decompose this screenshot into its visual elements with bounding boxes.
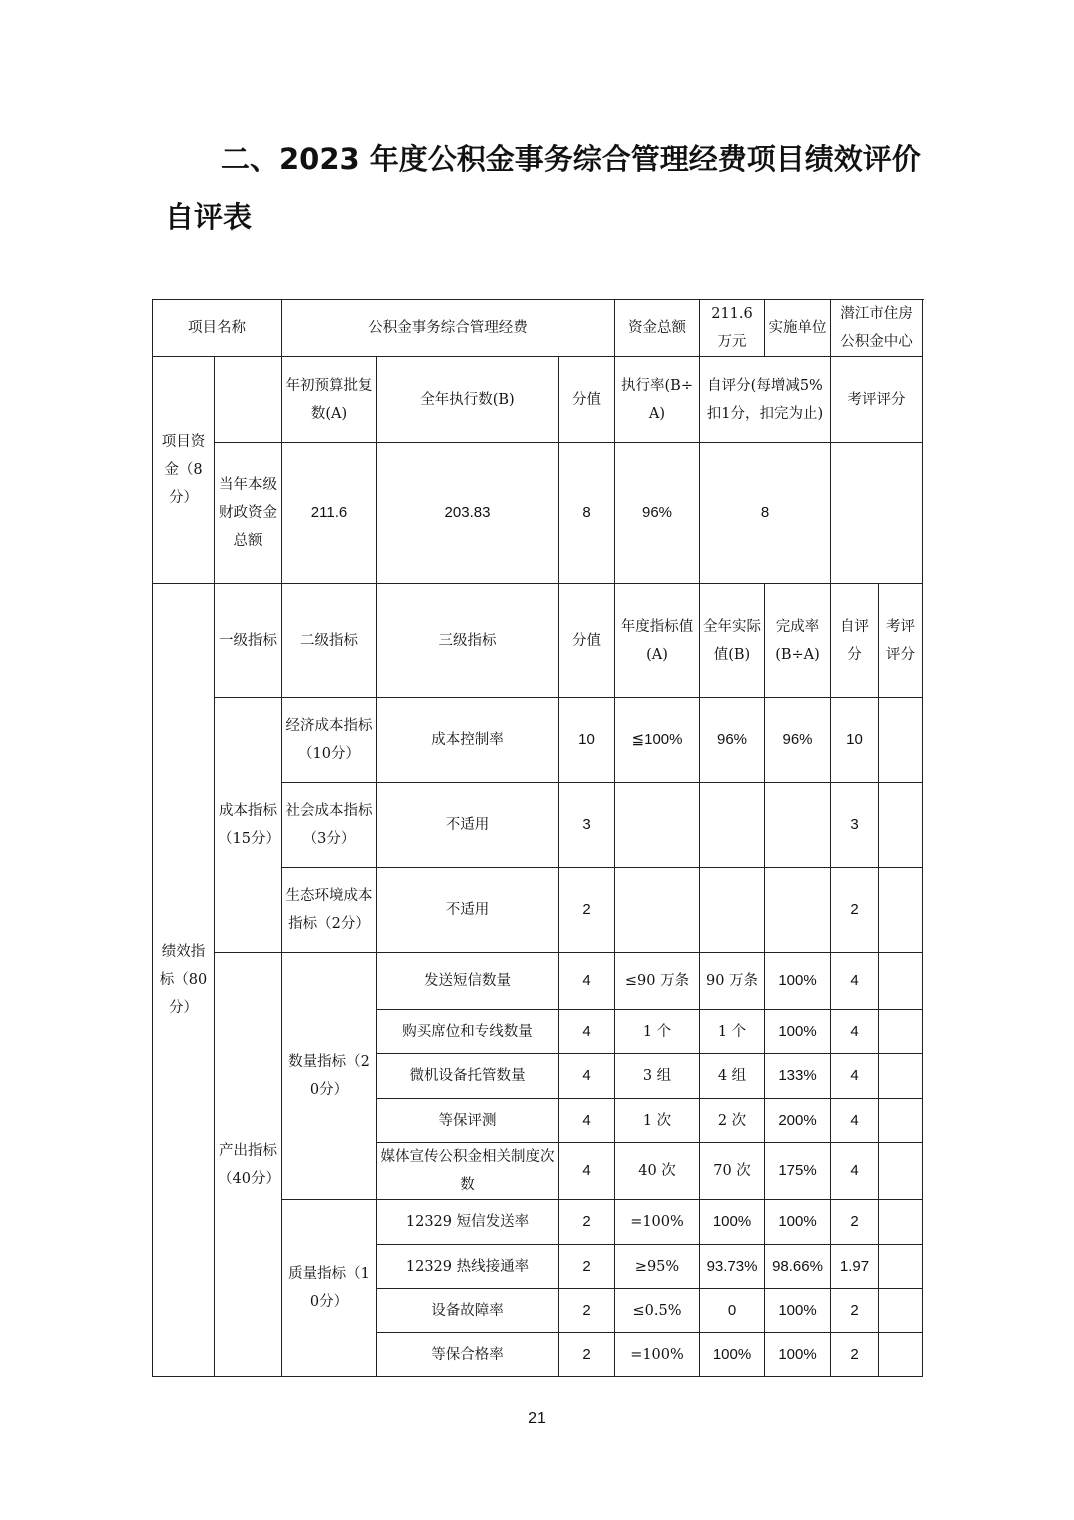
self-cell: 1.97: [831, 1245, 879, 1289]
self-score-value: 8: [700, 443, 831, 584]
cost-level1: 成本指标（15分）: [215, 698, 282, 953]
actual-cell: 100%: [700, 1333, 765, 1377]
rate-cell: 133%: [765, 1054, 831, 1099]
exec-rate-header: 执行率(B÷A): [615, 357, 700, 443]
table-row: [153, 953, 923, 1010]
project-name-value: 公积金事务综合管理经费: [282, 300, 615, 357]
rate-cell: 98.66%: [765, 1245, 831, 1289]
level3-cell: 设备故障率: [377, 1289, 559, 1333]
score-cell: 4: [559, 1099, 615, 1143]
project-name-label: 项目名称: [153, 300, 282, 357]
quality-level2: 质量指标（10分）: [282, 1200, 377, 1377]
fund-section-label: 项目资金（8分）: [153, 357, 215, 584]
target-cell: ≦100%: [615, 698, 700, 783]
evaluation-table: [152, 299, 923, 1377]
level2-cell: 社会成本指标（3分）: [282, 783, 377, 868]
review-score-header: 考评评分: [831, 357, 923, 443]
actual-cell: [700, 868, 765, 953]
score-cell: 3: [559, 783, 615, 868]
self-cell: 2: [831, 868, 879, 953]
target-cell: ≥95%: [615, 1245, 700, 1289]
empty-cell: [215, 357, 282, 443]
score-cell: 4: [559, 1010, 615, 1054]
review-cell: [879, 953, 923, 1010]
level3-cell: 12329 短信发送率: [377, 1200, 559, 1245]
table-row: [153, 357, 923, 443]
actual-cell: 1 个: [700, 1010, 765, 1054]
output-level1: 产出指标（40分）: [215, 953, 282, 1377]
actual-cell: 70 次: [700, 1143, 765, 1200]
self-header: 自评分: [831, 584, 879, 698]
target-cell: ≤0.5%: [615, 1289, 700, 1333]
target-cell: ≤90 万条: [615, 953, 700, 1010]
actual-cell: 90 万条: [700, 953, 765, 1010]
target-cell: =100%: [615, 1333, 700, 1377]
actual-cell: 96%: [700, 698, 765, 783]
score-header: 分值: [559, 357, 615, 443]
actual-cell: [700, 783, 765, 868]
score-cell: 2: [559, 1245, 615, 1289]
rate-cell: 100%: [765, 1289, 831, 1333]
review-cell: [879, 1245, 923, 1289]
executed-value: 203.83: [377, 443, 559, 584]
rate-cell: 100%: [765, 953, 831, 1010]
level3-cell: 不适用: [377, 783, 559, 868]
page-number: 21: [528, 1410, 546, 1427]
target-header: 年度指标值(A): [615, 584, 700, 698]
level2-cell: 生态环境成本指标（2分）: [282, 868, 377, 953]
actual-cell: 100%: [700, 1200, 765, 1245]
target-cell: 3 组: [615, 1054, 700, 1099]
table-row: [153, 300, 923, 357]
budget-header: 年初预算批复数(A): [282, 357, 377, 443]
actual-cell: 4 组: [700, 1054, 765, 1099]
self-cell: 4: [831, 1143, 879, 1200]
page-title: [165, 130, 925, 246]
rate-cell: 175%: [765, 1143, 831, 1200]
self-cell: 4: [831, 1010, 879, 1054]
target-cell: 1 个: [615, 1010, 700, 1054]
review-score-value: [831, 443, 923, 584]
level3-cell: 12329 热线接通率: [377, 1245, 559, 1289]
unit-label: 实施单位: [765, 300, 831, 357]
target-cell: =100%: [615, 1200, 700, 1245]
fund-row-label: 当年本级财政资金总额: [215, 443, 282, 584]
score-cell: 4: [559, 1054, 615, 1099]
rate-cell: 100%: [765, 1010, 831, 1054]
review-cell: [879, 1054, 923, 1099]
exec-rate-value: 96%: [615, 443, 700, 584]
title-line-1: 二、2023 年度公积金事务综合管理经费项目绩效评价: [221, 142, 921, 176]
review-cell: [879, 1099, 923, 1143]
table-row: [153, 698, 923, 783]
score-cell: 4: [559, 1143, 615, 1200]
level3-cell: 媒体宣传公积金相关制度次数: [377, 1143, 559, 1200]
perf-section-label: 绩效指标（80分）: [153, 584, 215, 1377]
review-cell: [879, 1333, 923, 1377]
self-cell: 2: [831, 1333, 879, 1377]
level3-header: 三级指标: [377, 584, 559, 698]
level3-cell: 微机设备托管数量: [377, 1054, 559, 1099]
rate-cell: 96%: [765, 698, 831, 783]
level1-header: 一级指标: [215, 584, 282, 698]
level3-cell: 购买席位和专线数量: [377, 1010, 559, 1054]
level3-cell: 等保合格率: [377, 1333, 559, 1377]
score-cell: 2: [559, 1289, 615, 1333]
score-value: 8: [559, 443, 615, 584]
score-cell: 2: [559, 868, 615, 953]
self-cell: 10: [831, 698, 879, 783]
score-cell: 2: [559, 1333, 615, 1377]
rate-cell: 100%: [765, 1333, 831, 1377]
table-row: [153, 443, 923, 584]
self-cell: 4: [831, 1054, 879, 1099]
actual-cell: 93.73%: [700, 1245, 765, 1289]
fund-total-value: 211.6 万元: [700, 300, 765, 357]
self-score-header: 自评分(每增减5%扣1分，扣完为止): [700, 357, 831, 443]
review-cell: [879, 783, 923, 868]
title-line-2: 自评表: [165, 200, 253, 234]
budget-value: 211.6: [282, 443, 377, 584]
fund-total-label-cell: 资金总额: [615, 300, 700, 357]
review-cell: [879, 1200, 923, 1245]
level2-header: 二级指标: [282, 584, 377, 698]
target-cell: 40 次: [615, 1143, 700, 1200]
score-cell: 4: [559, 953, 615, 1010]
executed-header: 全年执行数(B): [377, 357, 559, 443]
review-header: 考评评分: [879, 584, 923, 698]
rate-cell: 100%: [765, 1200, 831, 1245]
unit-value: 潜江市住房公积金中心: [831, 300, 923, 357]
level3-cell: 发送短信数量: [377, 953, 559, 1010]
review-cell: [879, 698, 923, 783]
review-cell: [879, 868, 923, 953]
level3-cell: 等保评测: [377, 1099, 559, 1143]
review-cell: [879, 1143, 923, 1200]
score-header: 分值: [559, 584, 615, 698]
review-cell: [879, 1289, 923, 1333]
table-row: [153, 584, 923, 698]
rate-cell: [765, 868, 831, 953]
score-cell: 2: [559, 1200, 615, 1245]
rate-cell: [765, 783, 831, 868]
actual-cell: 0: [700, 1289, 765, 1333]
target-cell: 1 次: [615, 1099, 700, 1143]
self-cell: 2: [831, 1289, 879, 1333]
quantity-level2: 数量指标（20分）: [282, 953, 377, 1200]
review-cell: [879, 1010, 923, 1054]
level2-cell: 经济成本指标 （10分）: [282, 698, 377, 783]
score-cell: 10: [559, 698, 615, 783]
self-cell: 3: [831, 783, 879, 868]
rate-header: 完成率(B÷A): [765, 584, 831, 698]
level3-cell: 成本控制率: [377, 698, 559, 783]
actual-cell: 2 次: [700, 1099, 765, 1143]
level3-cell: 不适用: [377, 868, 559, 953]
self-cell: 4: [831, 953, 879, 1010]
self-cell: 2: [831, 1200, 879, 1245]
self-cell: 4: [831, 1099, 879, 1143]
target-cell: [615, 783, 700, 868]
rate-cell: 200%: [765, 1099, 831, 1143]
target-cell: [615, 868, 700, 953]
actual-header: 全年实际值(B): [700, 584, 765, 698]
